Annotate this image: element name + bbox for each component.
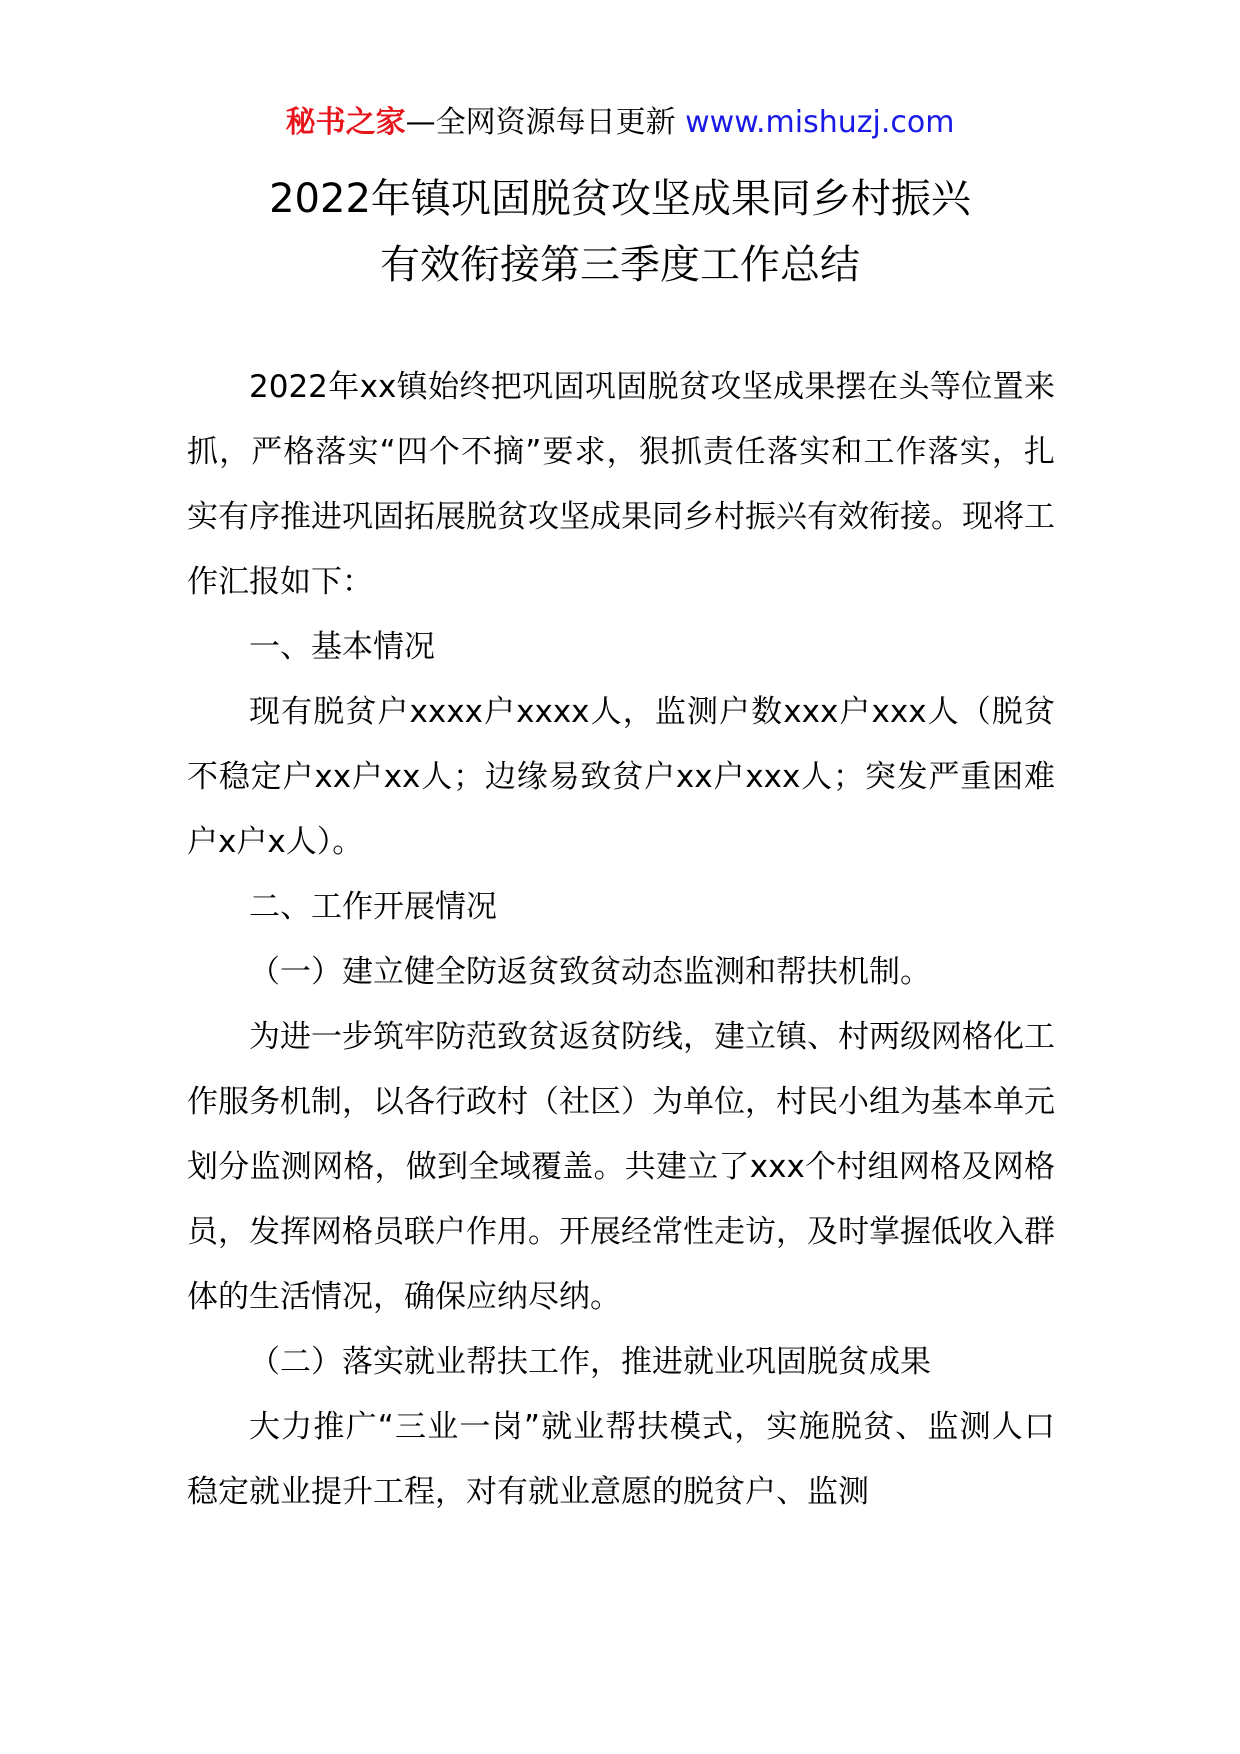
document-body: [187, 355, 1055, 1525]
subsection-heading-1: （一）建立健全防返贫致贫动态监测和帮扶机制。: [249, 954, 931, 990]
brand-name: 秘书之家: [285, 105, 406, 140]
subsection-heading-2: （二）落实就业帮扶工作，推进就业巩固脱贫成果: [249, 1344, 931, 1380]
title-line-1: 2022年镇巩固脱贫攻坚成果同乡村振兴: [269, 176, 971, 222]
monitoring-paragraph: 为进一步筑牢防范致贫返贫防线，建立镇、村两级网格化工作服务机制，以各行政村（社区）为单位，村民小组为基本单元划分监测网格，做到全域覆盖。共建立了xxx个村组网格及网格员，发挥网格员联户作用。开展经常性走访，及时掌握低收入群体的生活情况，确保应纳尽纳。: [187, 1019, 1055, 1315]
employment-paragraph: 大力推广“三业一岗”就业帮扶模式，实施脱贫、监测人口稳定就业提升工程，对有就业意愿的脱贫户、监测: [187, 1409, 1055, 1510]
section-heading-basic: 一、基本情况: [249, 629, 435, 665]
intro-paragraph: 2022年xx镇始终把巩固巩固脱贫攻坚成果摆在头等位置来抓，严格落实“四个不摘”要求，狠抓责任落实和工作落实，扎实有序推进巩固拓展脱贫攻坚成果同乡村振兴有效衔接。现将工作汇报如下：: [187, 369, 1055, 600]
title-line-2: 有效衔接第三季度工作总结: [380, 242, 860, 288]
document-title: [0, 166, 1240, 298]
site-header: [0, 100, 1240, 146]
basic-situation-paragraph: 现有脱贫户xxxx户xxxx人，监测户数xxx户xxx人（脱贫不稳定户xx户xx人；边缘易致贫户xx户xxx人；突发严重困难户x户x人）。: [187, 694, 1055, 860]
section-heading-work: 二、工作开展情况: [249, 889, 497, 925]
header-slogan: —全网资源每日更新: [405, 105, 686, 140]
site-url-link[interactable]: www.mishuzj.com: [685, 105, 955, 140]
